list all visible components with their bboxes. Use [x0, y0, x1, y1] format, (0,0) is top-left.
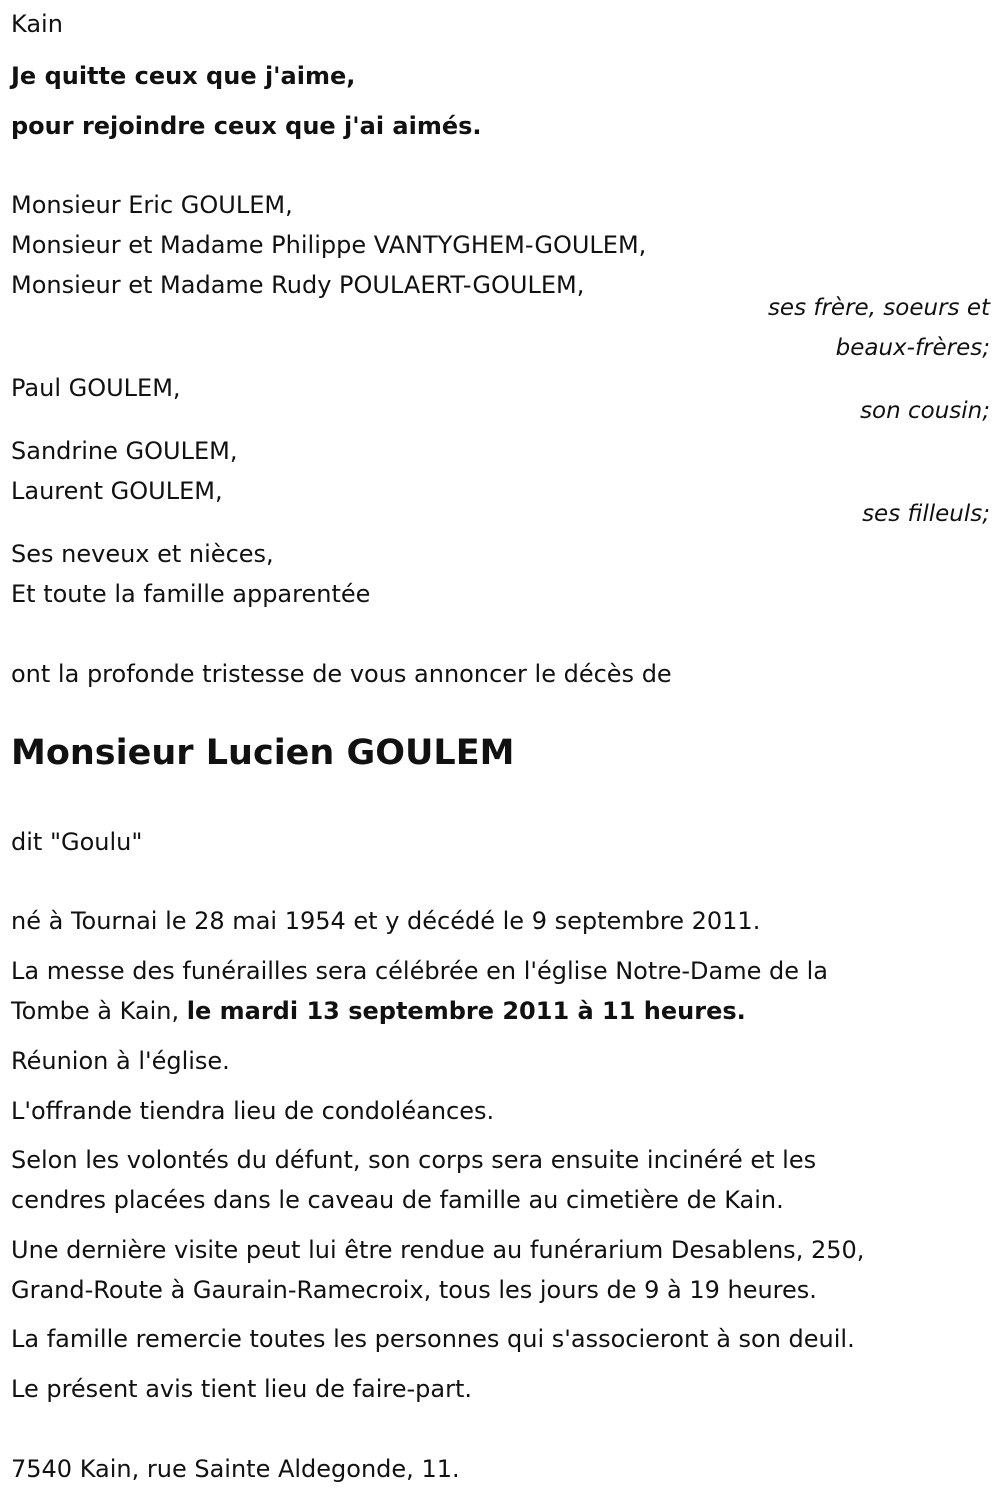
family-address: 7540 Kain, rue Sainte Aldegonde, 11.: [11, 1455, 460, 1483]
visit-line-1: Une dernière visite peut lui être rendue au funérarium Desablens, 250,: [11, 1236, 865, 1264]
sibling-2: Monsieur et Madame Philippe VANTYGHEM-GOULEM,: [11, 231, 647, 259]
siblings-relation-line-1: ses frère, soeurs et: [767, 295, 990, 321]
quote-line-1: Je quitte ceux que j'aime,: [11, 62, 356, 90]
deceased-nickname: dit "Goulu": [11, 828, 143, 856]
mass-line-1: La messe des funérailles sera célébrée en l'église Notre-Dame de la: [11, 957, 828, 985]
place-header: Kain: [11, 10, 63, 38]
other-family-2: Et toute la famille apparentée: [11, 580, 371, 608]
cremation-line-2: cendres placées dans le caveau de famille au cimetière de Kain.: [11, 1186, 784, 1214]
other-family-1: Ses neveux et nièces,: [11, 540, 274, 568]
godchild-1: Sandrine GOULEM,: [11, 437, 238, 465]
mass-line-2: [11, 999, 746, 1023]
siblings-relation-line-2: beaux-frères;: [835, 335, 990, 361]
mass-location: Tombe à Kain,: [11, 997, 187, 1025]
cousin-name: Paul GOULEM,: [11, 374, 181, 402]
meeting-text: Réunion à l'église.: [11, 1047, 230, 1075]
notice-text: Le présent avis tient lieu de faire-part.: [11, 1375, 473, 1403]
deceased-name: Monsieur Lucien GOULEM: [11, 733, 515, 773]
mass-date-time: le mardi 13 septembre 2011 à 11 heures.: [186, 997, 746, 1025]
cremation-line-1: Selon les volontés du défunt, son corps sera ensuite incinéré et les: [11, 1146, 817, 1174]
godchild-2: Laurent GOULEM,: [11, 477, 223, 505]
godchildren-relation: ses filleuls;: [862, 501, 990, 527]
offering-text: L'offrande tiendra lieu de condoléances.: [11, 1097, 495, 1125]
cousin-relation: son cousin;: [860, 398, 990, 424]
birth-death-dates: né à Tournai le 28 mai 1954 et y décédé le 9 septembre 2011.: [11, 907, 761, 935]
visit-line-2: Grand-Route à Gaurain-Ramecroix, tous les jours de 9 à 19 heures.: [11, 1276, 817, 1304]
announcement-text: ont la profonde tristesse de vous annoncer le décès de: [11, 660, 672, 688]
quote-line-2: pour rejoindre ceux que j'ai aimés.: [11, 112, 482, 140]
sibling-1: Monsieur Eric GOULEM,: [11, 191, 293, 219]
thanks-text: La famille remercie toutes les personnes qui s'associeront à son deuil.: [11, 1325, 855, 1353]
sibling-3: Monsieur et Madame Rudy POULAERT-GOULEM,: [11, 271, 585, 299]
